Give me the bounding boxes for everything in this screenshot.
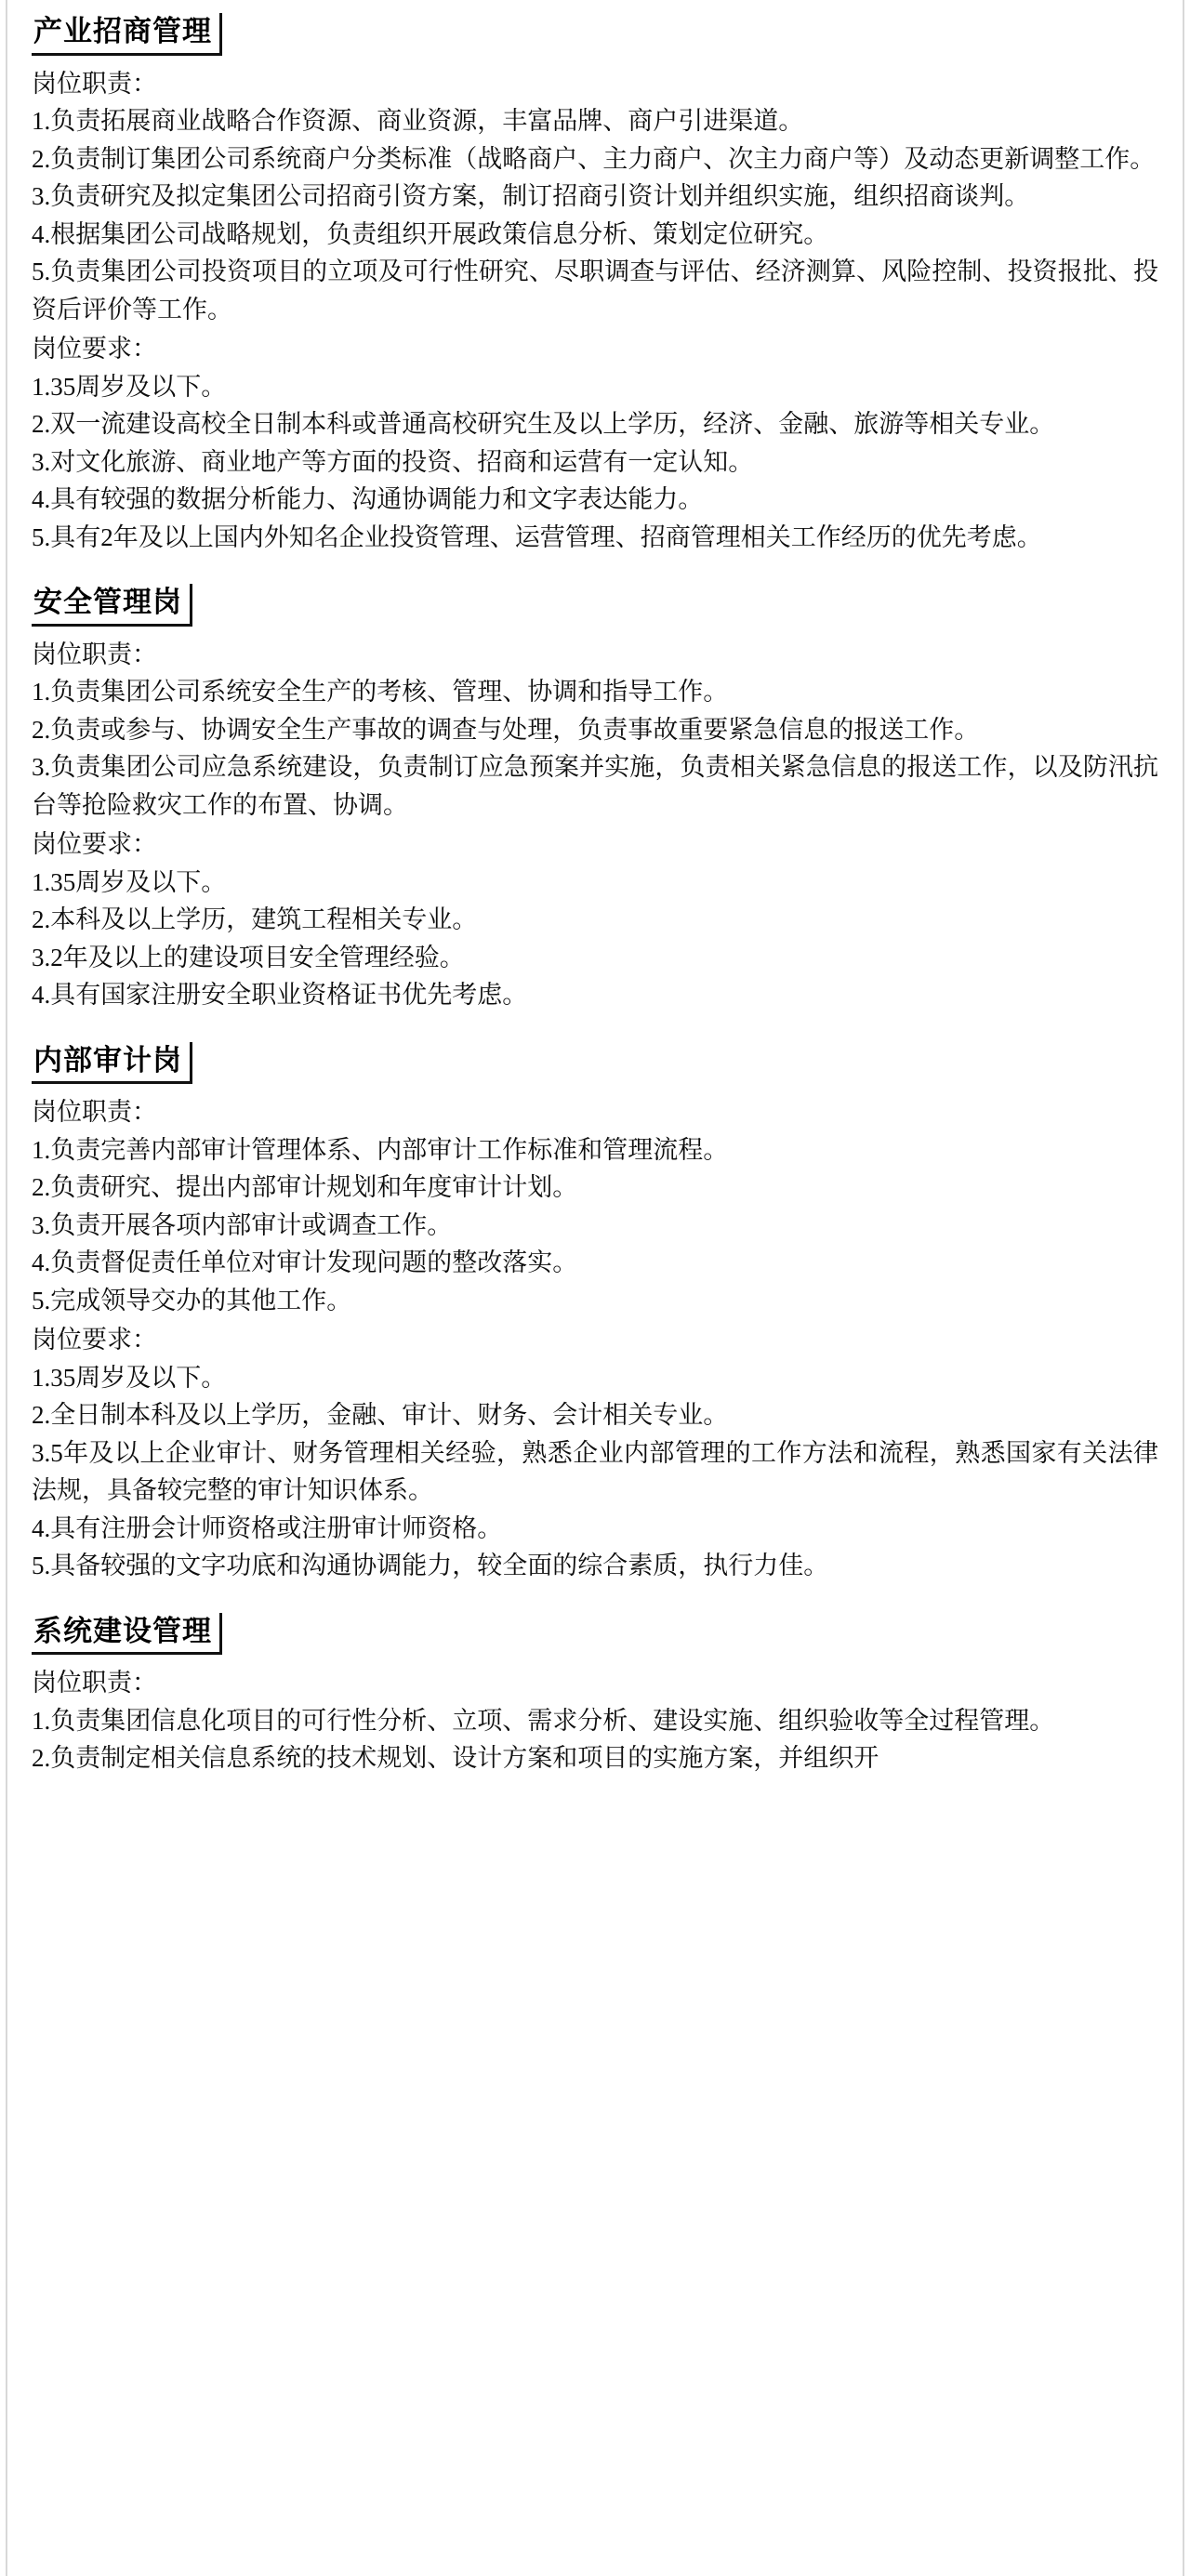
requirement-item: 3.对文化旅游、商业地产等方面的投资、招商和运营有一定认知。 (32, 447, 754, 476)
requirement-item: 4.具有国家注册安全职业资格证书优先考虑。 (32, 981, 528, 1010)
requirement-item: 5.具备较强的文字功底和沟通协调能力，较全面的综合素质，执行力佳。 (32, 1552, 829, 1580)
section-title: 内部审计岗 (32, 1042, 192, 1085)
duty-item: 1.负责完善内部审计管理体系、内部审计工作标准和管理流程。 (32, 1135, 729, 1164)
requirement-item: 1.35周岁及以下。 (32, 372, 227, 401)
requirement-item: 3.5年及以上企业审计、财务管理相关经验，熟悉企业内部管理的工作方法和流程，熟悉国家有关法律法规，具备较完整的审计知识体系。 (32, 1438, 1158, 1505)
duty-item: 3.负责集团公司应急系统建设，负责制订应急预案并实施，负责相关紧急信息的报送工作，以及防汛抗台等抢险救灾工作的布置、协调。 (32, 753, 1158, 819)
duty-item: 3.负责开展各项内部审计或调查工作。 (32, 1210, 453, 1239)
duty-item: 3.负责研究及拟定集团公司招商引资方案，制订招商引资计划并组织实施，组织招商谈判。 (32, 182, 1030, 211)
requirement-item: 1.35周岁及以下。 (32, 867, 227, 896)
requirement-item: 2.双一流建设高校全日制本科或普通高校研究生及以上学历，经济、金融、旅游等相关专业。 (32, 410, 1055, 439)
duties-label: 岗位职责： (32, 640, 157, 668)
section-title: 系统建设管理 (32, 1613, 222, 1656)
duty-item: 5.完成领导交办的其他工作。 (32, 1286, 352, 1314)
job-section (32, 1613, 1158, 1777)
duty-item: 5.负责集团公司投资项目的立项及可行性研究、尽职调查与评估、经济测算、风险控制、投资报批、投资后评价等工作。 (32, 258, 1158, 324)
requirements-label: 岗位要求： (32, 335, 157, 363)
duty-item: 2.负责或参与、协调安全生产事故的调查与处理，负责事故重要紧急信息的报送工作。 (32, 715, 980, 744)
requirement-item: 1.35周岁及以下。 (32, 1363, 227, 1392)
duties-label: 岗位职责： (32, 1669, 157, 1698)
duty-item: 2.负责研究、提出内部审计规划和年度审计计划。 (32, 1173, 578, 1202)
duty-item: 4.根据集团公司战略规划，负责组织开展政策信息分析、策划定位研究。 (32, 219, 829, 248)
job-section (32, 1042, 1158, 1585)
duty-item: 1.负责拓展商业战略合作资源、商业资源，丰富品牌、商户引进渠道。 (32, 107, 804, 136)
duty-item: 1.负责集团公司系统安全生产的考核、管理、协调和指导工作。 (32, 678, 729, 707)
section-title: 产业招商管理 (32, 13, 222, 56)
requirement-item: 2.本科及以上学历，建筑工程相关专业。 (32, 905, 478, 934)
duties-label: 岗位职责： (32, 69, 157, 98)
requirement-item: 4.具有注册会计师资格或注册审计师资格。 (32, 1513, 503, 1542)
duties-label: 岗位职责： (32, 1098, 157, 1127)
requirement-item: 2.全日制本科及以上学历，金融、审计、财务、会计相关专业。 (32, 1401, 729, 1430)
requirement-item: 3.2年及以上的建设项目安全管理经验。 (32, 943, 465, 971)
duty-item: 4.负责督促责任单位对审计发现问题的整改落实。 (32, 1248, 578, 1277)
requirements-label: 岗位要求： (32, 830, 157, 859)
page-edge-rule-right (1183, 0, 1184, 2576)
section-title: 安全管理岗 (32, 584, 192, 627)
requirement-item: 4.具有较强的数据分析能力、沟通协调能力和文字表达能力。 (32, 485, 704, 514)
job-section (32, 584, 1158, 1014)
duty-item: 2.负责制订集团公司系统商户分类标准（战略商户、主力商户、次主力商户等）及动态更新调整工作。 (32, 144, 1156, 173)
page-edge-rule-left (6, 0, 7, 2576)
job-section (32, 13, 1158, 556)
duty-item: 2.负责制定相关信息系统的技术规划、设计方案和项目的实施方案，并组织开 (32, 1744, 879, 1773)
requirement-item: 5.具有2年及以上国内外知名企业投资管理、运营管理、招商管理相关工作经历的优先考虑。 (32, 522, 1042, 551)
requirements-label: 岗位要求： (32, 1326, 157, 1354)
duty-item: 1.负责集团信息化项目的可行性分析、立项、需求分析、建设实施、组织验收等全过程管理。 (32, 1706, 1055, 1735)
